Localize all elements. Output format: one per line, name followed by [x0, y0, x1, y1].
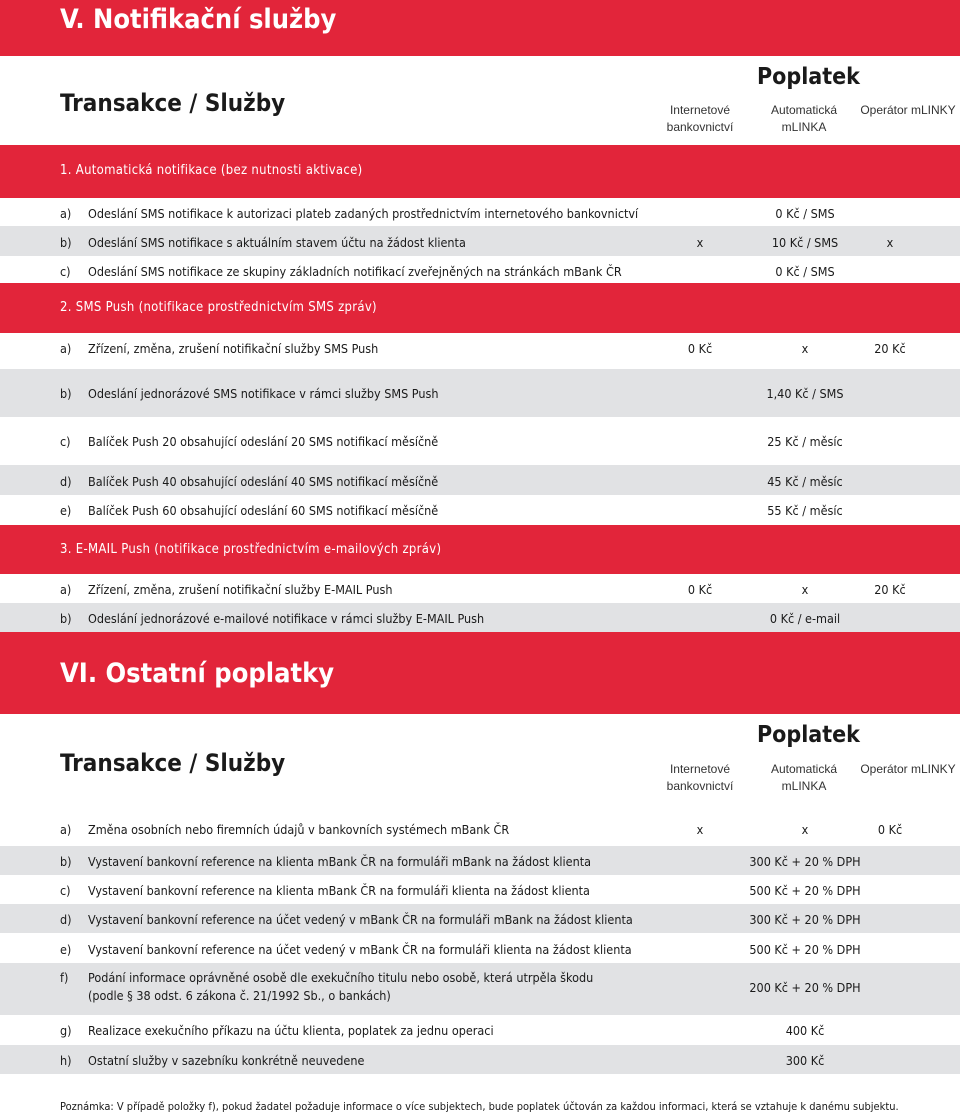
section-v-header: [0, 56, 960, 145]
subsection-2-title: 2. SMS Push (notifikace prostřednictvím SMS zpráv): [60, 300, 377, 315]
row-fee-internet: 0 Kč: [687, 341, 713, 356]
row-key: f): [60, 970, 69, 985]
row-desc: Balíček Push 60 obsahující odeslání 60 SMS notifikací měsíčně: [88, 503, 439, 518]
row-desc: Balíček Push 20 obsahující odeslání 20 SMS notifikací měsíčně: [88, 434, 439, 449]
row-key: b): [60, 854, 72, 869]
row-key: a): [60, 582, 72, 597]
row-fee-operator: 20 Kč: [874, 341, 906, 356]
header-col-internet: Internetové bankovnictví: [666, 762, 734, 793]
subsection-3-band: [0, 525, 960, 574]
row-fee: 1,40 Kč / SMS: [766, 386, 844, 401]
table-row: [0, 818, 960, 846]
table-row: [0, 1045, 960, 1074]
row-desc: Realizace exekučního příkazu na účtu klienta, poplatek za jednu operaci: [88, 1023, 494, 1038]
subsection-1-title: 1. Automatická notifikace (bez nutnosti aktivace): [60, 163, 363, 178]
section-vi-title-band: [0, 632, 960, 714]
row-fee: 300 Kč: [785, 1053, 825, 1068]
section-v-title-band: [0, 0, 960, 56]
row-desc: Odeslání SMS notifikace s aktuálním stavem účtu na žádost klienta: [88, 235, 466, 250]
row-fee-internet: 0 Kč: [687, 582, 713, 597]
row-key: c): [60, 434, 71, 449]
subsection-2-band: [0, 283, 960, 333]
row-key: e): [60, 942, 72, 957]
table-row: [0, 495, 960, 525]
section-vi-title: VI. Ostatní poplatky: [60, 658, 335, 689]
table-row: [0, 198, 960, 226]
header-title: Transakce / Služby: [60, 89, 286, 117]
table-row: [0, 603, 960, 632]
row-fee: 300 Kč + 20 % DPH: [749, 854, 861, 869]
row-key: d): [60, 474, 72, 489]
row-fee-mlinka: 10 Kč / SMS: [771, 235, 839, 250]
footnote: Poznámka: V případě položky f), pokud žadatel požaduje informace o více subjektech, bude poplatek účtován za každou informaci, která se vztahuje k danému subjektu.: [60, 1100, 899, 1113]
row-fee-mlinka: x: [801, 822, 809, 837]
table-row: [0, 369, 960, 417]
section-v-title: V. Notifikační služby: [60, 4, 337, 35]
row-fee: 55 Kč / měsíc: [767, 503, 843, 518]
row-fee-mlinka: x: [801, 582, 809, 597]
table-row: [0, 904, 960, 933]
row-fee-internet: x: [696, 235, 704, 250]
row-desc: Ostatní služby v sazebníku konkrétně neuvedene: [88, 1053, 365, 1068]
row-desc: Vystavení bankovní reference na účet vedený v mBank ČR na formuláři klienta na žádost klienta: [88, 942, 632, 957]
row-desc: Vystavení bankovní reference na klienta mBank ČR na formuláři mBank na žádost klienta: [88, 854, 592, 869]
row-desc: Odeslání SMS notifikace ze skupiny základních notifikací zveřejněných na stránkách mBank ČR: [88, 264, 622, 279]
row-desc: Vystavení bankovní reference na účet vedený v mBank ČR na formuláři mBank na žádost klienta: [88, 912, 633, 927]
row-fee: 400 Kč: [785, 1023, 825, 1038]
subsection-1-band: [0, 145, 960, 198]
header-title: Transakce / Služby: [60, 749, 286, 777]
row-key: b): [60, 386, 72, 401]
header-col-mlinka: Automatická mLINKA: [770, 762, 838, 793]
table-row: [0, 846, 960, 875]
table-row: [0, 963, 960, 1015]
row-fee: 300 Kč + 20 % DPH: [749, 912, 861, 927]
header-col-operator: Operátor mLINKY: [860, 103, 956, 117]
row-fee-operator: x: [886, 235, 894, 250]
row-desc: Změna osobních nebo firemních údajů v bankovních systémech mBank ČR: [88, 822, 510, 837]
row-fee-operator: 0 Kč: [877, 822, 903, 837]
table-row: [0, 1015, 960, 1045]
row-desc-line2: (podle § 38 odst. 6 zákona č. 21/1992 Sb., o bankách): [88, 988, 391, 1003]
row-fee-operator: 20 Kč: [874, 582, 906, 597]
row-key: a): [60, 206, 72, 221]
row-key: a): [60, 341, 72, 356]
spacer: [0, 361, 960, 369]
row-desc: Odeslání jednorázové e-mailové notifikace v rámci služby E-MAIL Push: [88, 611, 485, 626]
row-desc: Zřízení, změna, zrušení notifikační služby SMS Push: [88, 341, 379, 356]
row-key: d): [60, 912, 72, 927]
table-row: [0, 574, 960, 603]
row-fee: 0 Kč / SMS: [775, 264, 835, 279]
row-fee-internet: x: [696, 822, 704, 837]
header-col-mlinka: Automatická mLINKA: [770, 103, 838, 134]
table-row: [0, 933, 960, 963]
row-fee: 0 Kč / e-mail: [769, 611, 841, 626]
table-row: [0, 875, 960, 904]
row-key: c): [60, 264, 71, 279]
row-fee: 25 Kč / měsíc: [767, 434, 843, 449]
subsection-3-title: 3. E-MAIL Push (notifikace prostřednictvím e-mailových zpráv): [60, 542, 442, 557]
row-desc: Vystavení bankovní reference na klienta mBank ČR na formuláři klienta na žádost klienta: [88, 883, 590, 898]
table-row: [0, 256, 960, 283]
table-row: [0, 226, 960, 256]
row-fee-mlinka: x: [801, 341, 809, 356]
row-key: a): [60, 822, 72, 837]
header-fee: Poplatek: [757, 64, 860, 90]
row-fee: 0 Kč / SMS: [775, 206, 835, 221]
row-desc: Odeslání SMS notifikace k autorizaci plateb zadaných prostřednictvím internetového bankovnictví: [88, 206, 639, 221]
row-key: c): [60, 883, 71, 898]
row-desc: Balíček Push 40 obsahující odeslání 40 SMS notifikací měsíčně: [88, 474, 439, 489]
row-key: b): [60, 611, 72, 626]
header-col-operator: Operátor mLINKY: [860, 762, 956, 776]
row-fee: 500 Kč + 20 % DPH: [749, 883, 861, 898]
row-desc-line1: Podání informace oprávněné osobě dle exekučního titulu nebo osobě, která utrpěla škodu: [88, 970, 594, 985]
row-key: b): [60, 235, 72, 250]
table-row: [0, 333, 960, 361]
row-fee: 200 Kč + 20 % DPH: [749, 980, 861, 995]
row-fee: 500 Kč + 20 % DPH: [749, 942, 861, 957]
row-key: g): [60, 1023, 72, 1038]
table-row: [0, 417, 960, 465]
row-key: h): [60, 1053, 72, 1068]
header-col-internet: Internetové bankovnictví: [666, 103, 734, 134]
row-desc: Odeslání jednorázové SMS notifikace v rámci služby SMS Push: [88, 386, 439, 401]
section-vi-header: [0, 714, 960, 818]
header-fee: Poplatek: [757, 722, 860, 748]
row-fee: 45 Kč / měsíc: [767, 474, 843, 489]
row-key: e): [60, 503, 72, 518]
row-desc: Zřízení, změna, zrušení notifikační služby E-MAIL Push: [88, 582, 393, 597]
table-row: [0, 465, 960, 495]
